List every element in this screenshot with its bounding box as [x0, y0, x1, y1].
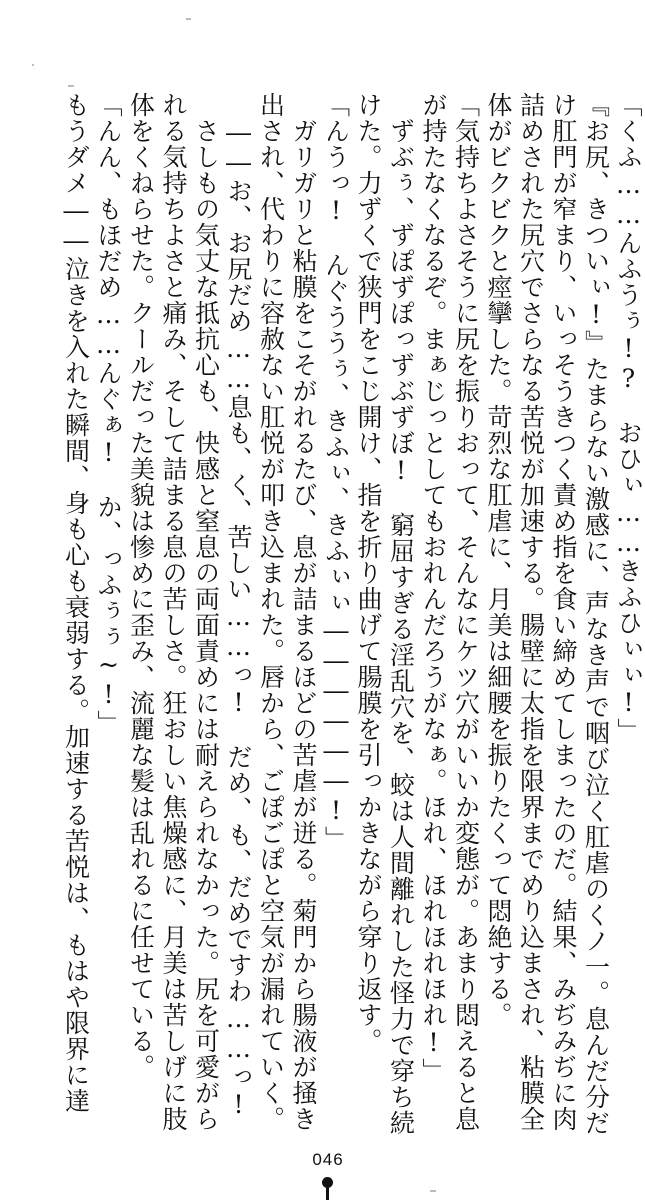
page-number: 046 [312, 1150, 344, 1169]
text-line: けた。力ずくで狭門をこじ開け、指を折り曲げて腸膜を引っかきながら穿り返す。 [354, 92, 383, 1054]
text-line: 体がビクビクと痙攣した。苛烈な肛虐に、月美は細腰を振りたくって悶絶する。 [484, 92, 513, 1028]
scan-speck [68, 85, 74, 87]
text-line: ――お、お尻だめ……息も、く、苦しい……っ! だめ、も、だめですわ……っ! [224, 92, 253, 1120]
text-line: 「気持ちよさそうに尻を振りおって、そんなにケツ穴がいいか変態が。あまり悶えると息 [451, 92, 481, 1132]
text-line: れる気持ちよさと痛み、そして詰まる息の苦しさ。狂おしい焦燥感に、月美は苦しげに肢 [159, 92, 188, 1132]
text-line: 『お尻、きついぃ!』たまらない激感に、声なき声で咽び泣く肛虐のくノ一。息んだ分だ [581, 92, 611, 1136]
text-line: ずぶぅ、ずぽずぽっずぶずぼ! 窮屈すぎる淫乱穴を、蛟は人間離れした怪力で穿ち続 [386, 92, 416, 1136]
scan-speck [186, 18, 191, 20]
text-line: が持たなくなるぞ。まぁじっとしてもおれんだろうがなぁ。ほれ、ほれほれほれ!」 [419, 92, 448, 1084]
text-line: け肛門が窄まり、いっそうきつく責め指を食い締めてしまったのだ。結果、みぢみぢに肉 [549, 92, 578, 1132]
scan-speck [32, 64, 34, 66]
scan-speck [430, 1190, 436, 1192]
text-line: 出され、代わりに容赦ない肛悦が叩き込まれた。唇から、ごぽごぽと空気が漏れていく。 [256, 92, 286, 1132]
page-marker-line [326, 1186, 329, 1200]
text-line: さしもの気丈な抵抗心も、快感と窒息の両面責めには耐えられなかった。尻を可愛がら [191, 92, 221, 1132]
text-line: 「んん、もほだめ……んぐぁ! か、っふぅぅ~!」 [94, 92, 123, 736]
text-line: 「んうっ! んぐううぅ、きふぃ、きふぃぃ――――――!」 [321, 92, 351, 852]
text-line: 体をくねらせた。クールだった美貌は惨めに歪み、流麗な髪は乱れるに任せている。 [126, 92, 156, 1080]
text-line: もうダメ――泣きを入れた瞬間、身も心も衰弱する。加速する苦悦は、もはや限界に達 [61, 92, 91, 1114]
text-line: 「くふ……んふうぅ!? おひぃ……きふひぃぃ!」 [614, 92, 643, 744]
text-line: ガリガリと粘膜をこそがれるたび、息が詰まるほどの苦虐が迸る。菊門から腸液が掻き [289, 92, 318, 1132]
text-line: 詰めされた尻穴でさらなる苦悦が加速する。腸壁に太指を限界までめり込まされ、粘膜全 [516, 92, 546, 1132]
